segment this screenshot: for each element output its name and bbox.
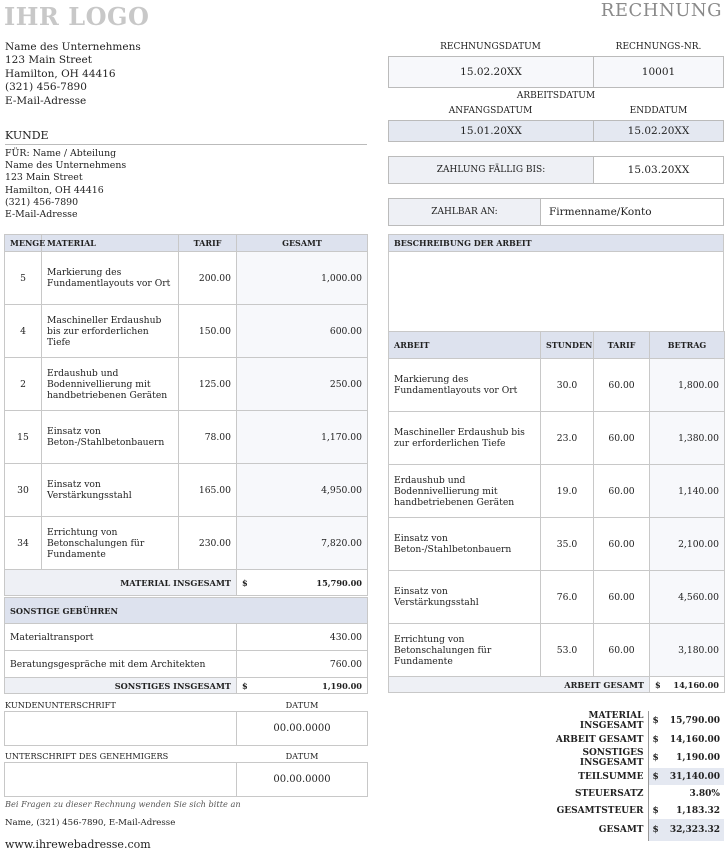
summary-row [520, 748, 724, 768]
customer-for: FÜR: Name / Abteilung [5, 148, 117, 159]
material-qty[interactable]: 5 [5, 252, 42, 305]
company-street: 123 Main Street [5, 54, 92, 67]
labor-total-value [650, 677, 725, 693]
payable-to-field[interactable]: Firmenname/Konto [540, 198, 724, 226]
other-total-value [237, 678, 368, 694]
material-rate[interactable]: 150.00 [179, 305, 237, 358]
labor-table [388, 331, 725, 693]
material-rate[interactable]: 165.00 [179, 464, 237, 517]
other-desc[interactable]: Materialtransport [5, 624, 237, 651]
labor-amount: 1,140.00 [650, 465, 725, 518]
materials-total-label: MATERIAL INSGESAMT [5, 570, 237, 596]
customer-address [5, 148, 126, 221]
labor-total-row [389, 677, 725, 693]
labor-total-amount: 14,160.00 [673, 679, 719, 690]
other-charges-table [4, 597, 368, 694]
table-row [389, 571, 725, 624]
table-row [5, 252, 368, 305]
approver-signature-row [4, 762, 368, 797]
material-qty[interactable]: 4 [5, 305, 42, 358]
labor-amount: 4,560.00 [650, 571, 725, 624]
customer-email: E-Mail-Adresse [5, 209, 78, 221]
work-date-label: ARBEITSDATUM [516, 91, 596, 101]
labor-desc[interactable]: Erdaushub und Bodennivellierung mit handbetriebenen Geräten [389, 465, 541, 518]
summary-value: 31,140.00 [662, 768, 724, 785]
footer-note: Bei Fragen zu dieser Rechnung wenden Sie sich bitte an [5, 799, 241, 809]
table-row [5, 517, 368, 570]
currency-symbol: $ [242, 577, 248, 588]
company-name: Name des Unternehmens [5, 41, 141, 53]
other-total-amount: 1,190.00 [322, 680, 363, 691]
company-address [5, 41, 141, 108]
table-row [5, 464, 368, 517]
other-desc[interactable]: Beratungsgespräche mit dem Architekten [5, 651, 237, 678]
customer-company: Name des Unternehmens [5, 160, 127, 172]
summary-value: 14,160.00 [669, 734, 720, 745]
labor-rate[interactable]: 60.00 [594, 518, 650, 571]
customer-signature-label: KUNDENUNTERSCHRIFT [5, 700, 116, 710]
labor-amount: 3,180.00 [650, 624, 725, 677]
labor-hours[interactable]: 19.0 [541, 465, 594, 518]
approver-signature-label: UNTERSCHRIFT DES GENEHMIGERS [5, 751, 169, 761]
col-rate: TARIF [179, 235, 237, 252]
material-total: 1,000.00 [237, 252, 368, 305]
material-total: 7,820.00 [237, 517, 368, 570]
labor-rate[interactable]: 60.00 [594, 412, 650, 465]
col-qty: MENGE [5, 235, 42, 252]
labor-rate[interactable]: 60.00 [594, 571, 650, 624]
table-row [5, 305, 368, 358]
material-total: 1,170.00 [237, 411, 368, 464]
summary-value: 1,190.00 [676, 753, 720, 763]
material-rate[interactable]: 200.00 [179, 252, 237, 305]
invoice-no-label: RECHNUNGS-NR. [615, 42, 702, 52]
signature-date-label: DATUM [285, 700, 319, 710]
other-amount[interactable]: 430.00 [237, 624, 368, 651]
summary-currency: $ [648, 731, 662, 748]
work-description-field[interactable] [389, 252, 724, 332]
labor-desc[interactable]: Errichtung von Betonschalungen für Fundamente [389, 624, 541, 677]
work-description-table [388, 234, 724, 332]
invoice-date-label: RECHNUNGSDATUM [440, 42, 541, 52]
approver-signature-field[interactable] [5, 763, 237, 797]
document-title: RECHNUNG [600, 0, 722, 21]
summary-currency [648, 785, 662, 802]
summary-currency: $ [648, 802, 662, 819]
customer-city: Hamilton, OH 44416 [5, 184, 104, 196]
other-total-label: SONSTIGES INSGESAMT [5, 678, 237, 694]
labor-rate[interactable]: 60.00 [594, 624, 650, 677]
summary-label: GESAMT [598, 825, 644, 835]
customer-street: 123 Main Street [5, 172, 83, 184]
material-desc[interactable]: Errichtung von Betonschalungen für Fundamente [42, 517, 179, 570]
col-hours: STUNDEN [541, 332, 594, 359]
due-date-field[interactable]: 15.03.20XX [593, 156, 724, 184]
customer-heading: KUNDE [5, 129, 367, 145]
table-row [5, 624, 368, 651]
material-total: 600.00 [237, 305, 368, 358]
summary-row [520, 731, 724, 748]
start-date-label: ANFANGSDATUM [448, 106, 533, 116]
currency-symbol: $ [242, 680, 248, 691]
customer-signature-row [4, 711, 368, 746]
summary-currency: $ [648, 819, 662, 841]
approver-signature-date[interactable]: 00.00.0000 [237, 763, 368, 797]
company-phone: (321) 456-7890 [5, 81, 87, 94]
other-total-row [5, 678, 368, 694]
tax-rate-field[interactable]: 3.80% [689, 788, 720, 799]
table-row [5, 358, 368, 411]
col-total: GESAMT [237, 235, 368, 252]
labor-hours[interactable]: 53.0 [541, 624, 594, 677]
table-row [5, 651, 368, 678]
labor-rate[interactable]: 60.00 [594, 359, 650, 412]
material-qty[interactable]: 34 [5, 517, 42, 570]
footer-contact: Name, (321) 456-7890, E-Mail-Adresse [5, 818, 176, 828]
summary-row [520, 802, 724, 819]
col-amount: BETRAG [650, 332, 725, 359]
col-material: MATERIAL [42, 235, 179, 252]
labor-rate[interactable]: 60.00 [594, 465, 650, 518]
table-row [389, 412, 725, 465]
material-desc[interactable]: Markierung des Fundamentlayouts vor Ort [42, 252, 179, 305]
material-desc[interactable]: Erdaushub und Bodennivellierung mit handbetriebenen Geräten [42, 358, 179, 411]
company-city: Hamilton, OH 44416 [5, 67, 116, 80]
labor-amount: 2,100.00 [650, 518, 725, 571]
summary-label: STEUERSATZ [574, 788, 644, 799]
material-total: 4,950.00 [237, 464, 368, 517]
summary-value: 32,323.32 [662, 819, 724, 841]
labor-hours[interactable]: 23.0 [541, 412, 594, 465]
material-desc[interactable]: Maschineller Erdaushub bis zur erforderlichen Tiefe [42, 305, 179, 358]
customer-signature-field[interactable] [5, 712, 237, 746]
material-qty[interactable]: 2 [5, 358, 42, 411]
summary-row [520, 711, 724, 731]
labor-amount: 1,380.00 [650, 412, 725, 465]
currency-symbol: $ [655, 679, 661, 690]
summary-row [520, 785, 724, 802]
work-description-heading: BESCHREIBUNG DER ARBEIT [389, 235, 724, 252]
labor-desc[interactable]: Maschineller Erdaushub bis zur erforderlichen Tiefe [389, 412, 541, 465]
material-qty[interactable]: 15 [5, 411, 42, 464]
company-logo: IHR LOGO [4, 2, 150, 31]
company-email: E-Mail-Adresse [5, 94, 87, 107]
due-date-label: ZAHLUNG FÄLLIG BIS: [388, 156, 594, 184]
other-charges-heading: SONSTIGE GEBÜHREN [5, 598, 368, 624]
materials-table [4, 234, 368, 596]
col-labor: ARBEIT [389, 332, 541, 359]
summary-value: 1,183.32 [676, 805, 720, 816]
material-rate[interactable]: 78.00 [179, 411, 237, 464]
approver-date-label: DATUM [285, 751, 319, 761]
material-rate[interactable]: 125.00 [179, 358, 237, 411]
labor-desc[interactable]: Markierung des Fundamentlayouts vor Ort [389, 359, 541, 412]
table-row [389, 465, 725, 518]
summary-currency: $ [648, 711, 662, 731]
summary-value: 15,790.00 [669, 716, 720, 726]
payable-to-label: ZAHLBAR AN: [388, 198, 541, 226]
summary-label: SONSTIGES INSGESAMT [579, 748, 644, 768]
customer-signature-date[interactable]: 00.00.0000 [237, 712, 368, 746]
customer-phone: (321) 456-7890 [5, 196, 79, 208]
labor-amount: 1,800.00 [650, 359, 725, 412]
summary-row [520, 819, 724, 841]
materials-total-amount: 15,790.00 [316, 577, 362, 588]
material-qty[interactable]: 30 [5, 464, 42, 517]
labor-desc[interactable]: Einsatz von Beton-/Stahlbetonbauern [389, 518, 541, 571]
material-desc[interactable]: Einsatz von Verstärkungsstahl [42, 464, 179, 517]
invoice-no-field[interactable]: 10001 [593, 56, 724, 88]
summary-label: MATERIAL INSGESAMT [579, 711, 644, 731]
material-total: 250.00 [237, 358, 368, 411]
invoice-date-field[interactable]: 15.02.20XX [388, 56, 594, 88]
summary-label: TEILSUMME [578, 771, 644, 782]
summary-row [520, 768, 724, 785]
summary-currency: $ [648, 768, 662, 785]
labor-hours[interactable]: 30.0 [541, 359, 594, 412]
summary-label: GESAMTSTEUER [556, 805, 644, 816]
labor-desc[interactable]: Einsatz von Verstärkungsstahl [389, 571, 541, 624]
summary-currency: $ [648, 748, 662, 768]
table-row [389, 624, 725, 677]
other-amount[interactable]: 760.00 [237, 651, 368, 678]
material-rate[interactable]: 230.00 [179, 517, 237, 570]
labor-hours[interactable]: 35.0 [541, 518, 594, 571]
end-date-label: ENDDATUM [629, 106, 688, 116]
footer-website-link[interactable]: www.ihrewebadresse.com [5, 838, 151, 851]
materials-total-value [237, 570, 368, 596]
start-date-field[interactable]: 15.01.20XX [388, 120, 594, 142]
table-row [389, 518, 725, 571]
table-row [5, 411, 368, 464]
summary-label: ARBEIT GESAMT [555, 734, 644, 745]
table-row [389, 359, 725, 412]
labor-hours[interactable]: 76.0 [541, 571, 594, 624]
materials-total-row [5, 570, 368, 596]
labor-total-label: ARBEIT GESAMT [389, 677, 650, 693]
end-date-field[interactable]: 15.02.20XX [593, 120, 724, 142]
material-desc[interactable]: Einsatz von Beton-/Stahlbetonbauern [42, 411, 179, 464]
summary-table [520, 711, 724, 841]
col-labor-rate: TARIF [594, 332, 650, 359]
